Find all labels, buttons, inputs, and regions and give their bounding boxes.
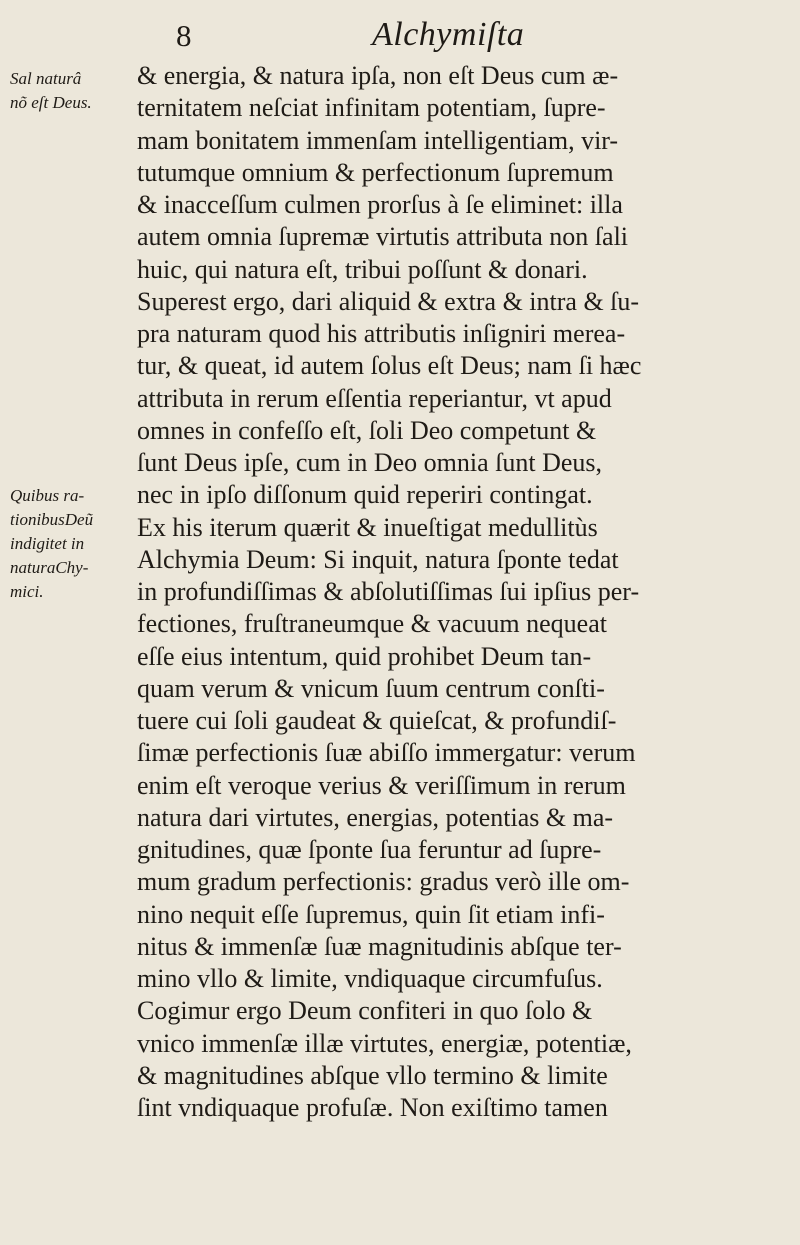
margin-note-line: mici. [10,582,44,601]
text-line: fectiones, fruſtraneumque & vacuum nequeat [137,609,607,639]
text-line: pra naturam quod his attributis inſigniri merea- [137,319,626,348]
text-line: nec in ipſo diſſonum quid reperiri contingat. [137,480,593,510]
text-line: ternitatem neſciat infinitam potentiam, ſupre- [137,93,606,123]
text-line: attributa in rerum eſſentia reperiantur, vt apud [137,383,612,413]
text-line: Ex his iterum quærit & inueſtigat medullitùs [137,512,598,542]
text-line: & magnitudines abſque vllo termino & limite [137,1060,608,1090]
margin-note-line: Quibus ra- [10,486,85,505]
text-line: nitus & immenſæ ſuæ magnitudinis abſque ter- [137,931,622,961]
text-line: enim eſt veroque verius & veriſſimum in rerum [137,770,626,800]
text-line: Alchymia Deum: Si inquit, natura ſponte tedat [137,544,619,574]
text-line: mum gradum perfectionis: gradus verò ille om- [137,867,630,897]
text-line: nino nequit eſſe ſupremus, quin ſit etiam infi- [137,899,605,929]
body-text [137,60,785,1124]
margin-note-quibus-rationibus [10,484,135,604]
margin-note-line: nõ eſt Deus. [10,93,92,112]
text-line: & energia, & natura ipſa, non eſt Deus cum æ- [137,61,619,90]
text-line: mam bonitatem immenſam intelligentiam, vir- [137,125,619,155]
text-line: & inacceſſum culmen prorſus à ſe eliminet: illa [137,190,623,219]
text-line: mino vllo & limite, vndiquaque circumfuſus. [137,964,603,993]
text-line: huic, qui natura eſt, tribui poſſunt & donari. [137,254,588,284]
text-line: ſimæ perfectionis ſuæ abiſſo immergatur: verum [137,738,636,768]
running-title: Alchymiſta [372,16,525,53]
text-line: tutumque omnium & perfectionum ſupremum [137,157,614,187]
text-line: autem omnia ſupremæ virtutis attributa non ſali [137,222,629,252]
text-line: vnico immenſæ illæ virtutes, energiæ, potentiæ, [137,1028,632,1058]
text-line: Superest ergo, dari aliquid & extra & intra & ſu- [137,286,640,316]
text-line: quam verum & vnicum ſuum centrum conſti- [137,673,605,703]
margin-note-line: indigitet in [10,534,85,553]
margin-note-line: naturaChy- [10,558,89,577]
margin-note-line: tionibusDeũ [10,510,94,529]
text-line: ſunt Deus ipſe, cum in Deo omnia ſunt Deus, [137,448,603,477]
text-line: gnitudines, quæ ſponte ſua feruntur ad ſupre- [137,835,602,864]
text-line: Cogimur ergo Deum confiteri in quo ſolo & [137,996,593,1026]
margin-note-line: Sal naturâ [10,69,82,88]
margin-note-sal-natura [10,67,135,115]
text-line: tuere cui ſoli gaudeat & quieſcat, & profundiſ- [137,706,617,735]
text-line: eſſe eius intentum, quid prohibet Deum tan- [137,641,592,671]
text-line: ſint vndiquaque profuſæ. Non exiſtimo tamen [137,1093,608,1122]
page-number: 8 [176,18,192,53]
text-line: natura dari virtutes, energias, potentias & ma- [137,802,614,832]
text-line: tur, & queat, id autem ſolus eſt Deus; nam ſi hæc [137,351,642,381]
text-line: omnes in confeſſo eſt, ſoli Deo competunt & [137,415,597,445]
text-line: in profundiſſimas & abſolutiſſimas ſui ipſius per- [137,577,640,606]
